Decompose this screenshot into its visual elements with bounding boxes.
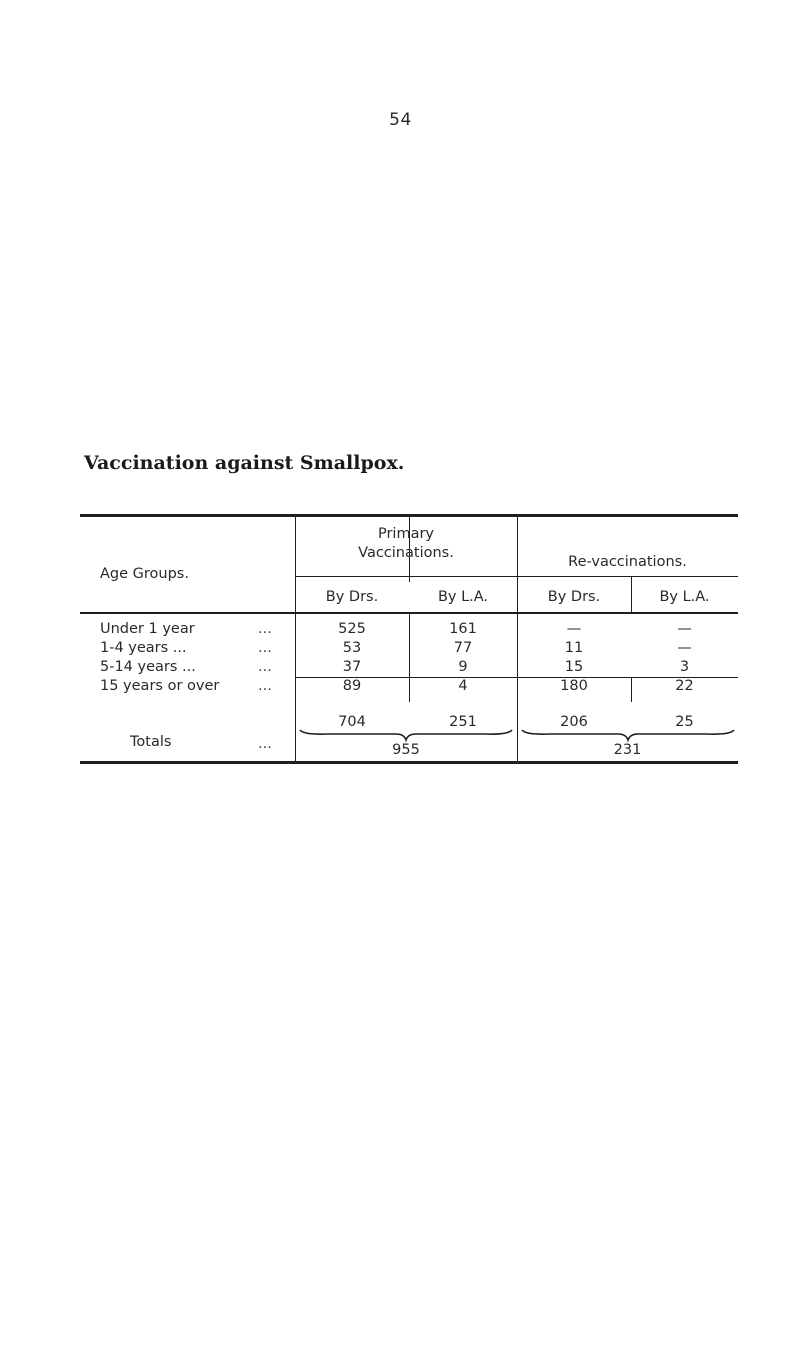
cell-primary-drs: 53 (342, 640, 362, 656)
table-bottom-rule (80, 761, 738, 764)
cell-primary-la: 4 (458, 678, 468, 694)
cell-primary-drs: 37 (342, 659, 362, 675)
row-dots: ... (258, 678, 272, 694)
cell-revacc-drs: 15 (564, 659, 584, 675)
cell-revacc-la: 3 (679, 659, 690, 675)
totals-label: Totals (130, 734, 172, 750)
totals-revacc-la: 25 (675, 714, 694, 730)
totals-primary-drs: 704 (338, 714, 366, 730)
primary-header-line1: Primary (377, 526, 435, 542)
vaccination-table (80, 514, 738, 764)
age-groups-header: Age Groups. (100, 566, 189, 582)
row-age-15-over: 15 years or over (100, 678, 220, 694)
totals-primary-la: 251 (449, 714, 477, 730)
totals-revacc-drs: 206 (560, 714, 588, 730)
row-dots: ... (258, 640, 272, 656)
revacc-total-brace (520, 728, 736, 742)
row-dots: ... (258, 621, 272, 637)
cell-primary-la: 9 (458, 659, 468, 675)
primary-header-line2: Vaccinations. (358, 545, 454, 561)
totals-revacc-combined: 231 (613, 742, 642, 758)
row-age-1-4: 1-4 years ... (100, 640, 187, 656)
cell-revacc-la: — (677, 621, 692, 637)
cell-primary-drs: 525 (338, 621, 366, 637)
cell-primary-drs: 89 (342, 678, 362, 694)
cell-revacc-la: 22 (675, 678, 694, 694)
cell-revacc-la: — (677, 640, 692, 656)
subheader-revacc-la: By L.A. (659, 589, 710, 605)
cell-revacc-drs: — (566, 621, 582, 637)
row-age-under-1: Under 1 year (100, 621, 195, 637)
cell-primary-la: 77 (453, 640, 473, 656)
page-number: 54 (389, 110, 412, 130)
row-age-5-14: 5-14 years ... (100, 659, 196, 675)
cell-revacc-drs: 11 (564, 640, 584, 656)
cell-primary-la: 161 (449, 621, 477, 637)
subheader-primary-drs: By Drs. (325, 589, 379, 605)
subheader-revacc-drs: By Drs. (547, 589, 601, 605)
revacc-header: Re-vaccinations. (568, 554, 687, 570)
subheader-primary-la: By L.A. (437, 589, 489, 605)
primary-total-brace (298, 728, 514, 742)
cell-revacc-drs: 180 (560, 678, 588, 694)
row-dots: ... (258, 659, 272, 675)
totals-dots: ... (258, 736, 272, 752)
totals-primary-combined: 955 (392, 742, 420, 758)
page-title: Vaccination against Smallpox. (84, 452, 405, 474)
